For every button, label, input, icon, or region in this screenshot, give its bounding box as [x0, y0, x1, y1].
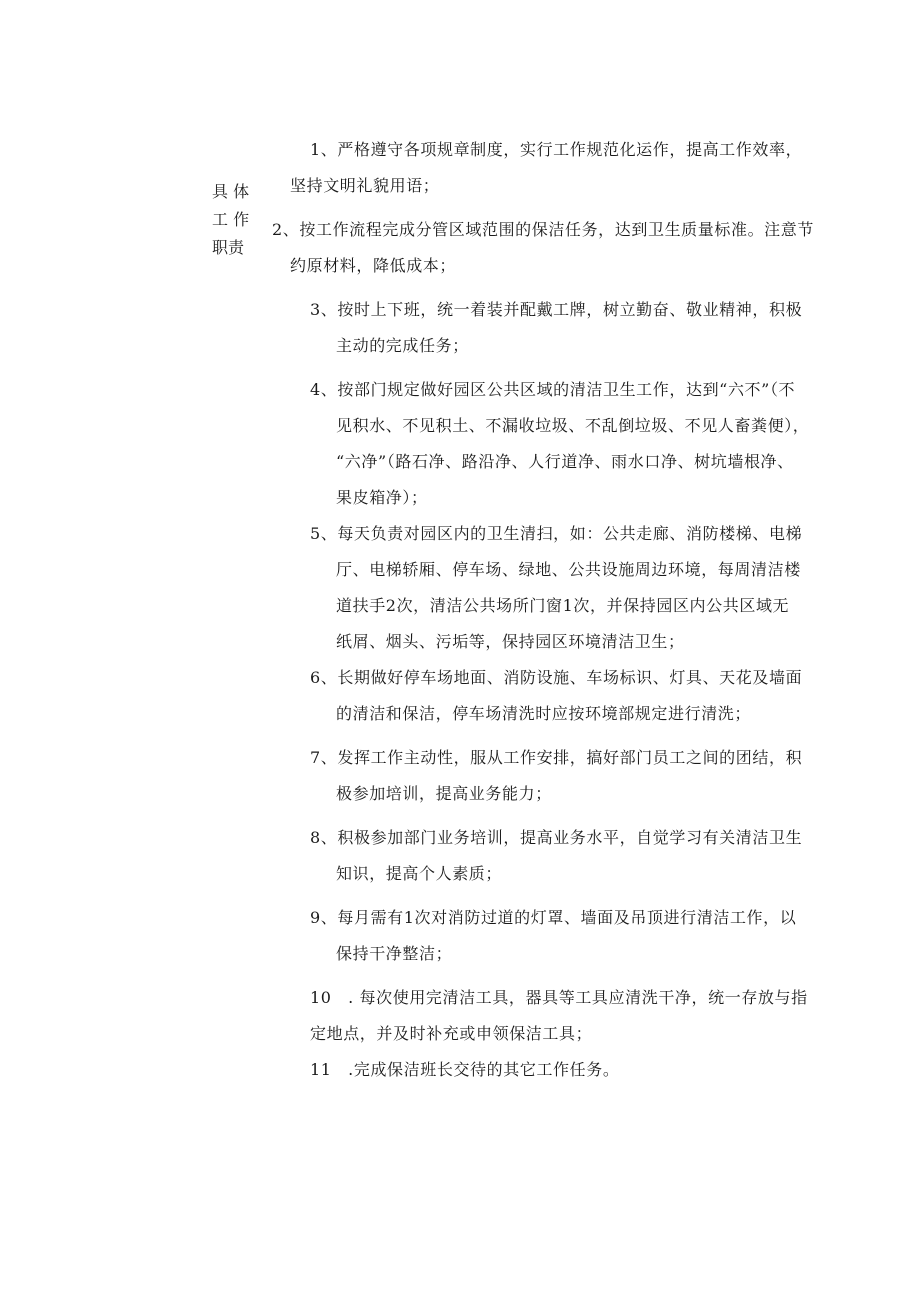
duty-item-3	[310, 292, 802, 364]
duty-line: 约原材料，降低成本；	[290, 256, 457, 275]
duty-line: 6、长期做好停车场地面、消防设施、车场标识、灯具、天花及墙面	[310, 668, 803, 687]
duty-item-1	[290, 132, 803, 204]
duty-line: 8、积极参加部门业务培训，提高业务水平，自觉学习有关清洁卫生	[310, 828, 803, 847]
duty-line: “六净”（路石净、路沿净、人行道净、雨水口净、树坑墙根净、	[336, 452, 794, 471]
duty-line: 坚持文明礼貌用语；	[290, 176, 440, 195]
duty-line: 极参加培训，提高业务能力；	[336, 784, 552, 803]
section-label-line: 职责	[212, 238, 245, 257]
section-label	[212, 178, 262, 262]
duty-item-5	[310, 516, 802, 660]
duty-line: 1、严格遵守各项规章制度，实行工作规范化运作，提高工作效率，	[310, 140, 803, 159]
duty-line: 纸屑、烟头、污垢等，保持园区环境清洁卫生；	[336, 632, 685, 651]
duty-item-2	[272, 212, 814, 284]
duty-item-4	[310, 372, 809, 516]
duty-line: 道扶手2次，清洁公共场所门窗1次，并保持园区内公共区域无	[336, 596, 790, 615]
duty-line: 7、发挥工作主动性，服从工作安排，搞好部门员工之间的团结，积	[310, 748, 803, 767]
duty-line: 果皮箱净）；	[336, 488, 428, 507]
duty-line: 2、按工作流程完成分管区域范围的保洁任务，达到卫生质量标准。注意节	[272, 220, 814, 239]
duty-line: 3、按时上下班，统一着装并配戴工牌，树立勤奋、敬业精神，积极	[310, 300, 803, 319]
duty-line: 保持干净整洁；	[336, 944, 453, 963]
duty-line: 的清洁和保洁，停车场清洗时应按环境部规定进行清洗；	[336, 704, 752, 723]
duty-item-11	[310, 1052, 619, 1088]
duty-item-10	[310, 980, 808, 1052]
duty-line: 主动的完成任务；	[336, 336, 469, 355]
duty-line: 11 .完成保洁班长交待的其它工作任务。	[310, 1060, 620, 1079]
duty-line: 10 . 每次使用完清洁工具，器具等工具应清洗干净，统一存放与指	[310, 988, 808, 1007]
duty-item-7	[310, 740, 802, 812]
duty-line: 4、按部门规定做好园区公共区域的清洁卫生工作，达到“六不”（不	[310, 380, 796, 399]
section-label-line: 工 作	[212, 210, 250, 229]
duty-item-9	[310, 900, 796, 972]
section-label-line: 具 体	[212, 182, 250, 201]
duty-line: 知识，提高个人素质；	[336, 864, 503, 883]
duty-line: 定地点，并及时补充或申领保洁工具；	[310, 1024, 593, 1043]
duty-line: 9、每月需有1次对消防过道的灯罩、墙面及吊顶进行清洁工作，以	[310, 908, 797, 927]
duty-line: 5、每天负责对园区内的卫生清扫，如：公共走廊、消防楼梯、电梯	[310, 524, 803, 543]
duty-line: 厅、电梯轿厢、停车场、绿地、公共设施周边环境，每周清洁楼	[336, 560, 801, 579]
duty-item-6	[310, 660, 802, 732]
duty-line: 见积水、不见积土、不漏收垃圾、不乱倒垃圾、不见人畜粪便），	[336, 416, 810, 435]
duty-item-8	[310, 820, 802, 892]
